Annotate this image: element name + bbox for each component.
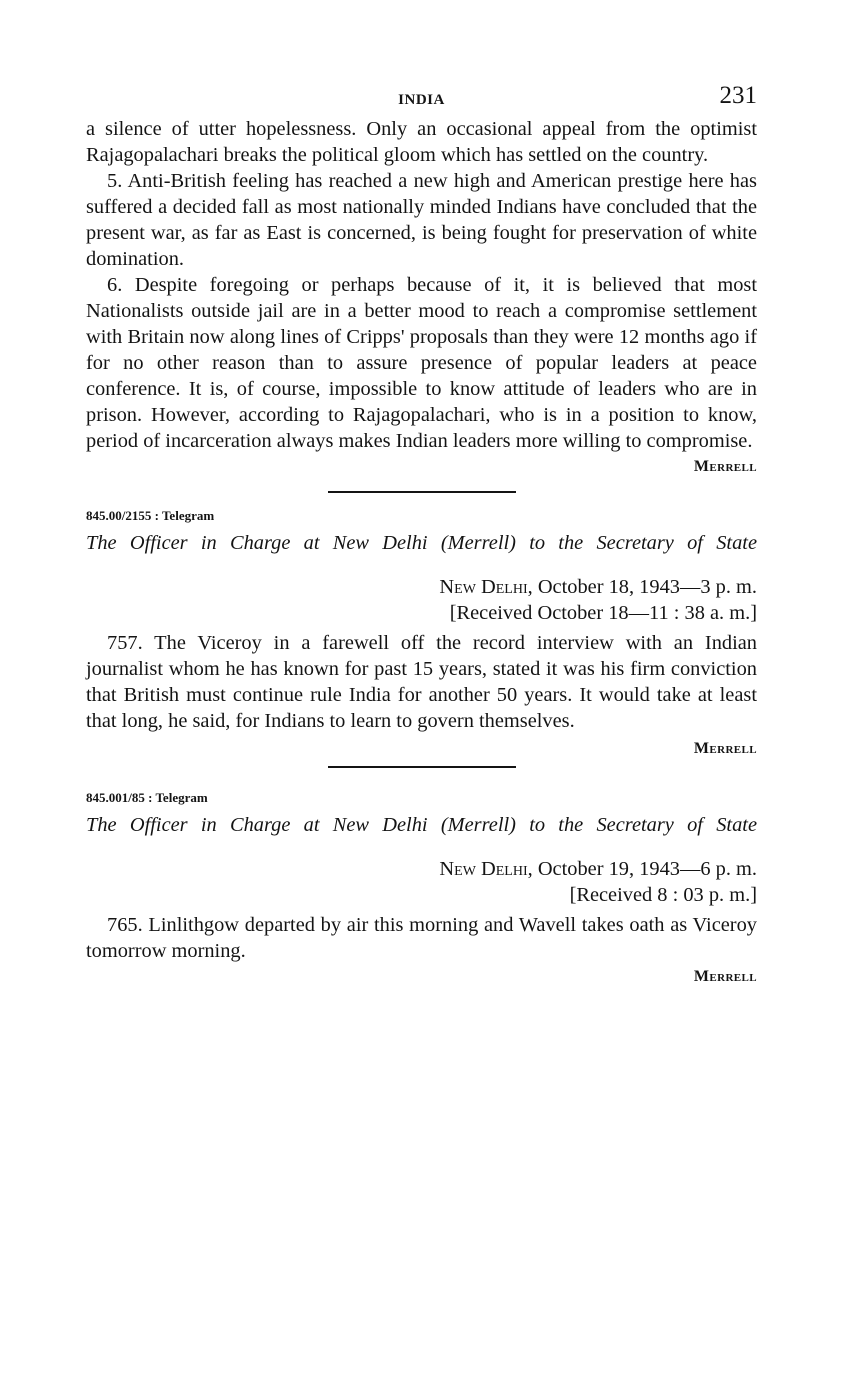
file-reference: 845.00/2155 : Telegram xyxy=(86,508,215,523)
continuation-paragraph: a silence of utter hopelessness. Only an occasional appeal from the optimist Rajagopalachari breaks the political gloom which has settled on the country. xyxy=(86,118,757,166)
signature-merrell: Merrell xyxy=(693,458,757,475)
dateline-place: New Delhi, xyxy=(439,576,533,598)
telegram-body: 765. Linlithgow departed by air this morning and Wavell takes oath as Viceroy tomorrow morning. xyxy=(86,914,757,962)
dateline xyxy=(86,574,757,600)
document-heading: The Officer in Charge at New Delhi (Merrell) to the Secretary of State xyxy=(86,814,757,836)
running-title: INDIA xyxy=(398,92,445,108)
running-head xyxy=(86,82,757,116)
page-number: 231 xyxy=(719,82,757,109)
paragraph-5: 5. Anti-British feeling has reached a new high and American prestige here has suffered a decided fall as most nationally minded Indians have concluded that the present war, as far as East is concerned, is being fought for preservation of white domination. xyxy=(86,170,757,270)
received-line: [Received 8 : 03 p. m.] xyxy=(569,884,757,906)
signature-merrell: Merrell xyxy=(693,740,757,757)
dateline-date: October 19, 1943—6 p. m. xyxy=(537,858,757,880)
dateline-place: New Delhi, xyxy=(439,858,533,880)
received-line: [Received October 18—11 : 38 a. m.] xyxy=(449,602,757,624)
dateline-date: October 18, 1943—3 p. m. xyxy=(537,576,757,598)
paragraph-6: 6. Despite foregoing or perhaps because of it, it is believed that most Nationalists outside jail are in a better mood to reach a compromise settlement with Britain now along lines of Cripps' proposals than they were 12 months ago if for no other reason than to assure presence of popular leaders at peace conference. It is, of course, impossible to know attitude of leaders who are in prison. However, according to Rajagopalachari, who is in a position to know, period of incarceration always makes Indian leaders more willing to compromise. xyxy=(86,274,757,452)
file-reference: 845.001/85 : Telegram xyxy=(86,790,208,805)
telegram-body: 757. The Viceroy in a farewell off the record interview with an Indian journalist whom he has known for past 15 years, stated it was his firm conviction that British must continue rule India for another 50 years. It would take at least that long, he said, for Indians to learn to govern themselves. xyxy=(86,632,757,732)
section-divider xyxy=(328,766,516,768)
signature-merrell: Merrell xyxy=(693,968,757,985)
document-page xyxy=(86,82,757,988)
document-heading: The Officer in Charge at New Delhi (Merrell) to the Secretary of State xyxy=(86,532,757,554)
dateline xyxy=(86,856,757,882)
section-divider xyxy=(328,491,516,493)
